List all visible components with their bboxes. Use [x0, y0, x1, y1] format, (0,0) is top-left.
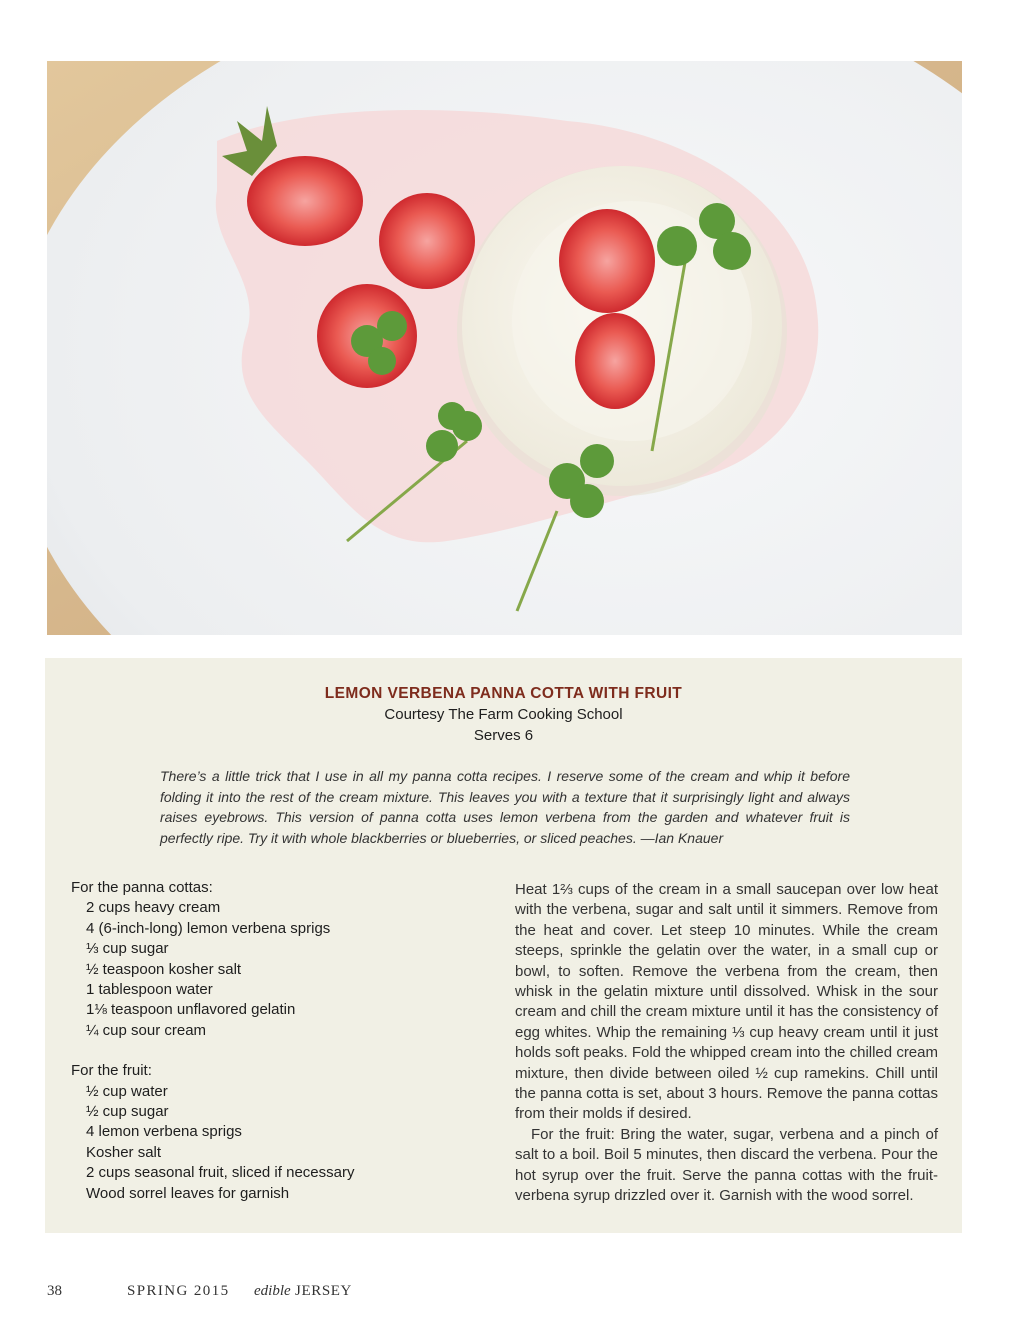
ingredient-item: ½ cup sugar: [86, 1103, 169, 1121]
issue-label: SPRING 2015: [127, 1283, 230, 1299]
method-paragraph: Heat 1⅔ cups of the cream in a small saucepan over low heat with the verbena, sugar and salt until it simmers. Remove from the heat and cover. Let steep 10 minutes. While the cream steeps, sprinkle the gelatin over the water, in a small cup or bowl, to soften. Remove the verbena from the cream, then whisk in the gelatin mixture until dissolved. Whisk in the sour cream and chill the cream mixture until it has the consistency of egg whites. Whip the remaining ⅓ cup heavy cream until it just holds soft peaks. Fold the whipped cream into the chilled cream mixture, then divide between oiled ½ cup ramekins. Chill until the panna cotta is set, about 3 hours. Remove the panna cottas from their molds if desired.: [515, 881, 938, 1123]
magazine-name: [254, 1281, 352, 1301]
recipe-serves: Serves 6: [473, 727, 534, 744]
ingredient-item: Kosher salt: [86, 1143, 162, 1161]
method: [515, 880, 938, 1207]
ingredient-group-heading: For the panna cottas:: [71, 879, 213, 896]
ingredient-item: 4 (6-inch-long) lemon verbena sprigs: [86, 919, 331, 937]
ingredient-list-fruit: [71, 1082, 491, 1204]
ingredient-item: 4 lemon verbena sprigs: [86, 1123, 242, 1141]
panna-cotta-photo: [47, 61, 962, 635]
ingredient-item: 1 tablespoon water: [86, 981, 213, 999]
ingredient-item: 1⅛ teaspoon unflavored gelatin: [86, 1001, 296, 1019]
ingredient-item: 2 cups heavy cream: [86, 899, 221, 917]
recipe-header: [45, 684, 962, 746]
ingredient-item: ½ teaspoon kosher salt: [86, 960, 242, 978]
ingredient-item: ⅓ cup sugar: [86, 940, 169, 958]
ingredient-item: ½ cup water: [86, 1082, 168, 1100]
ingredient-group-heading: For the fruit:: [71, 1062, 152, 1080]
ingredient-list-panna-cottas: [71, 898, 491, 1041]
recipe-title: LEMON VERBENA PANNA COTTA WITH FRUIT: [324, 685, 683, 702]
ingredient-item: ¼ cup sour cream: [86, 1021, 207, 1039]
magazine-title: JERSEY: [295, 1283, 352, 1299]
ingredient-item: 2 cups seasonal fruit, sliced if necessary: [86, 1164, 355, 1182]
recipe-intro: There’s a little trick that I use in all my panna cotta recipes. I reserve some of the cream and whip it before folding it into the rest of the cream mixture. This leaves you with a texture that it surprisingly light and always raises eyebrows. This version of panna cotta uses lemon verbena from the garden and whatever fruit is perfectly ripe. Try it with whole blackberries or blueberries, or sliced peaches. —Ian Knauer: [160, 768, 850, 846]
page-number: 38: [47, 1283, 62, 1299]
recipe-box: [45, 658, 962, 1233]
recipe-credit: Courtesy The Farm Cooking School: [384, 706, 623, 723]
magazine-prefix: edible: [254, 1283, 291, 1299]
ingredients: [71, 878, 491, 1224]
method-paragraph: For the fruit: Bring the water, sugar, verbena and a pinch of salt to a boil. Boil 5 minutes, then discard the verbena. Pour the hot syrup over the fruit. Serve the panna cottas with the fruit-verbena syrup drizzled over it. Garnish with the wood sorrel.: [515, 1125, 938, 1205]
ingredient-item: Wood sorrel leaves for garnish: [86, 1184, 290, 1202]
